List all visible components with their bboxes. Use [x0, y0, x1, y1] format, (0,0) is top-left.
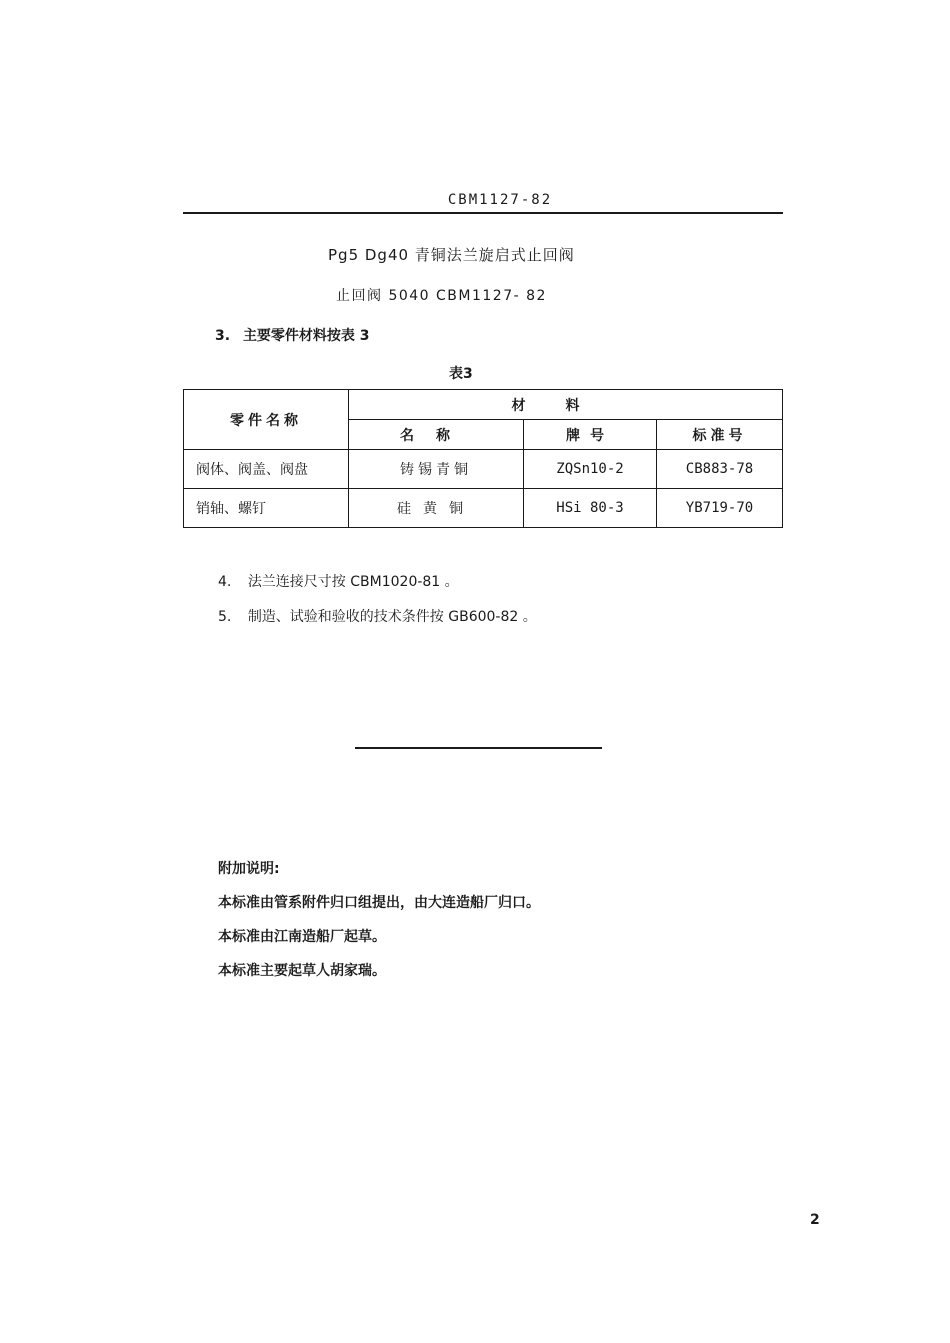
header-grade: 牌号: [524, 420, 657, 450]
standard-code-header: CBM1127-82: [447, 192, 553, 208]
cell-material-name: 铸锡青铜: [349, 450, 524, 489]
note-line: 本标准主要起草人胡家瑞。: [218, 963, 386, 979]
section-4-number: 4.: [218, 574, 232, 590]
header-part-name: 零件名称: [184, 390, 349, 450]
header-standard: 标准号: [657, 420, 783, 450]
end-rule: [355, 747, 602, 749]
table-header-row: [184, 390, 783, 420]
cell-standard: CB883-78: [657, 450, 783, 489]
document-title: Pg5 Dg40 青铜法兰旋启式止回阀: [328, 246, 575, 264]
section-5-number: 5.: [218, 609, 232, 625]
table-row: [184, 489, 783, 528]
note-line: 本标准由管系附件归口组提出，由大连造船厂归口。: [218, 895, 540, 911]
header-rule: [183, 212, 783, 214]
page-number: 2: [810, 1212, 820, 1228]
table-caption: 表3: [449, 366, 473, 382]
table-row: [184, 450, 783, 489]
cell-grade: HSi 80-3: [524, 489, 657, 528]
section-3-text: 主要零件材料按表 3: [242, 328, 370, 344]
additional-notes: [218, 852, 540, 988]
section-5-text: 制造、试验和验收的技术条件按 GB600-82 。: [247, 609, 537, 625]
header-name: 名称: [349, 420, 524, 450]
section-3-number: 3.: [215, 328, 231, 344]
section-4-text: 法兰连接尺寸按 CBM1020-81 。: [247, 574, 459, 590]
header-material: 材料: [349, 390, 783, 420]
materials-table: [183, 389, 783, 528]
notes-heading: 附加说明:: [218, 861, 280, 877]
cell-material-name: 硅黄铜: [349, 489, 524, 528]
marking-example: 止回阀 5040 CBM1127- 82: [336, 288, 547, 304]
cell-part: 销轴、螺钉: [184, 489, 349, 528]
section-3: [215, 325, 370, 345]
section-5: [218, 606, 537, 626]
section-4: [218, 571, 459, 591]
cell-standard: YB719-70: [657, 489, 783, 528]
cell-grade: ZQSn10-2: [524, 450, 657, 489]
cell-part: 阀体、阀盖、阀盘: [184, 450, 349, 489]
note-line: 本标准由江南造船厂起草。: [218, 929, 386, 945]
